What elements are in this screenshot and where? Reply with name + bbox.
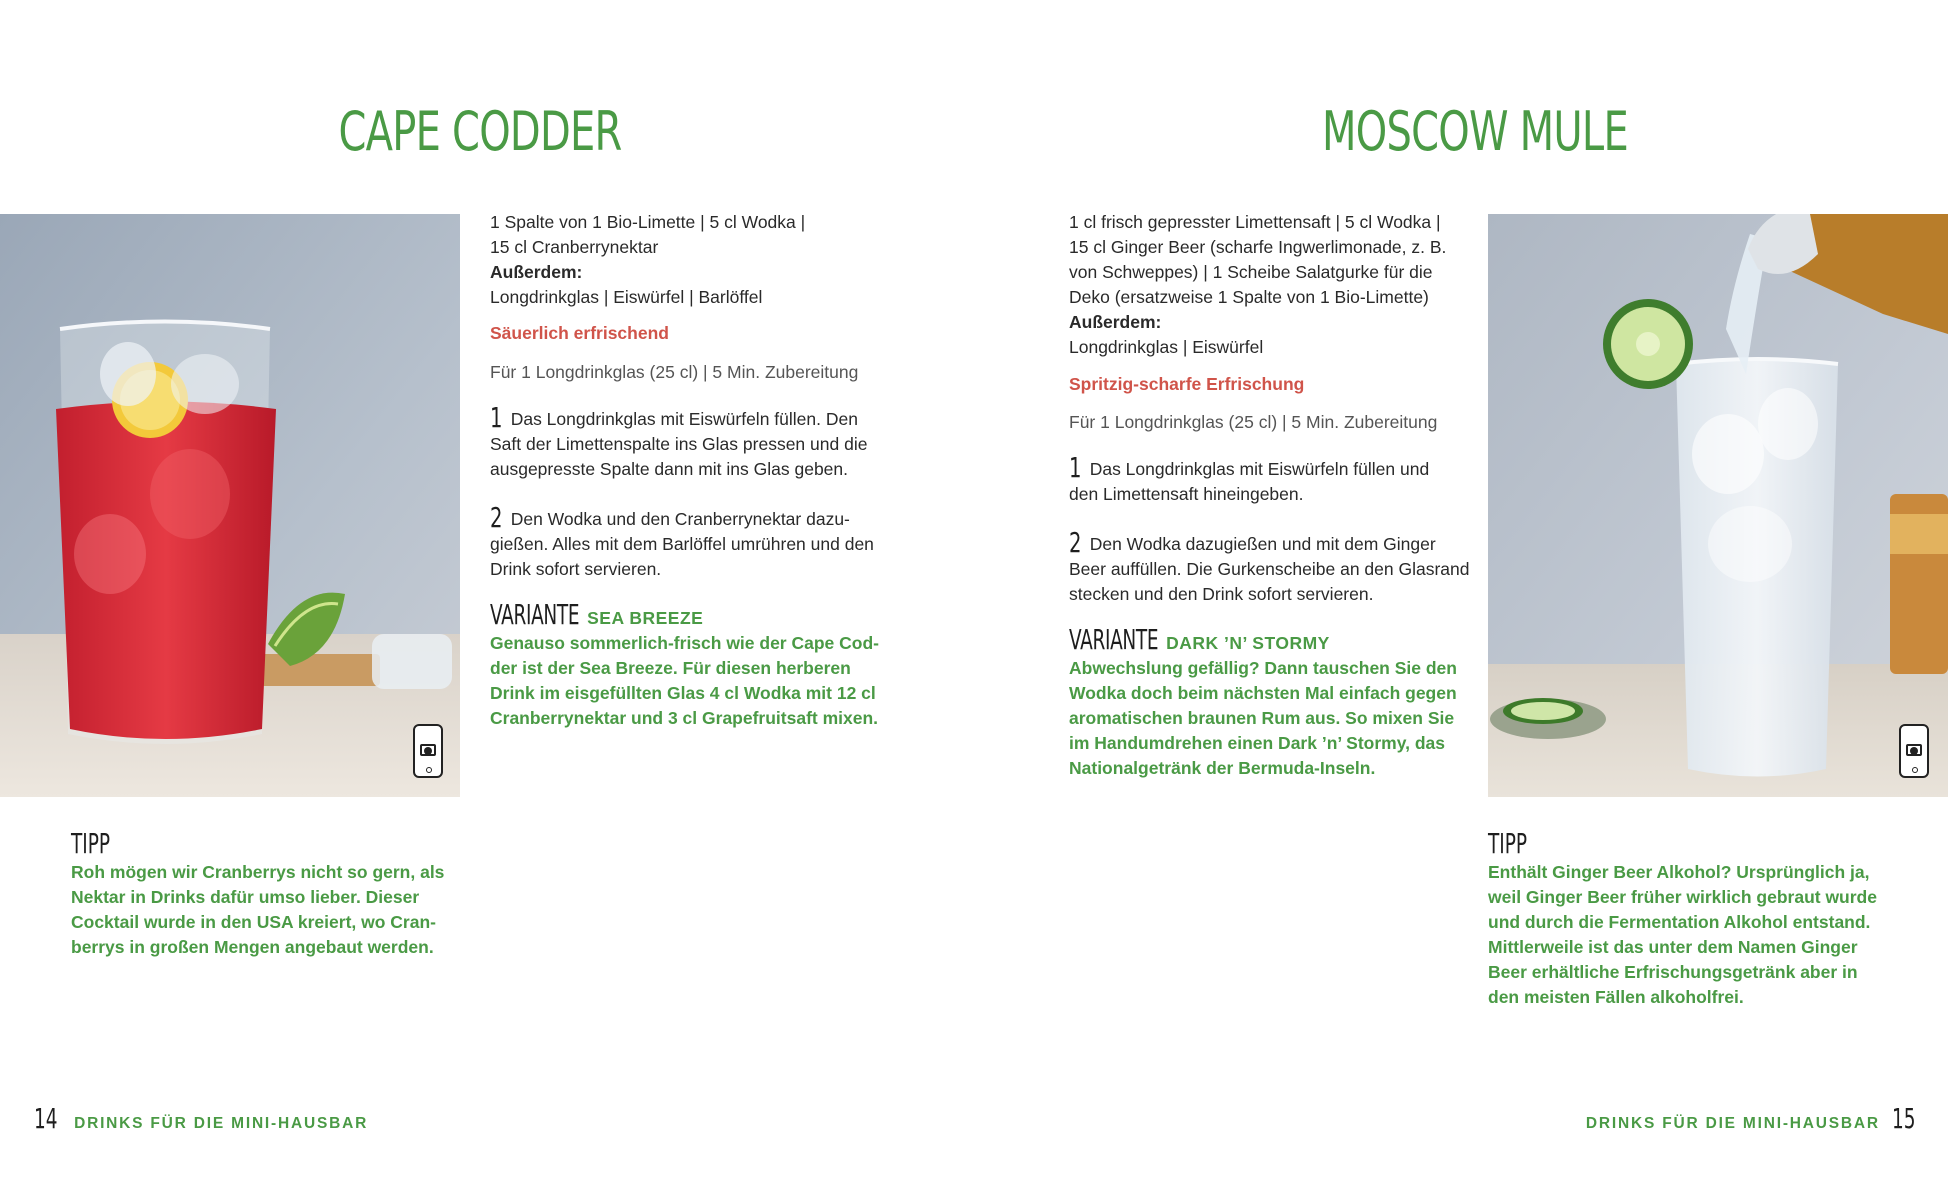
moscow-mule-illustration xyxy=(1488,214,1948,797)
step-line: Den Wodka dazugießen und mit dem Ginger xyxy=(1089,534,1436,554)
variante-name: SEA BREEZE xyxy=(587,608,704,628)
step-number: 1 xyxy=(490,401,503,434)
ausserdem-label: Außerdem: xyxy=(1069,312,1162,332)
ingredient-line: 1 Spalte von 1 Bio-Limette | 5 cl Wodka | xyxy=(490,212,806,232)
variante-label: VARIANTE xyxy=(1069,623,1159,656)
step-number: 2 xyxy=(490,501,503,534)
step-line: Saft der Limettenspalte ins Glas pressen und die xyxy=(490,434,868,454)
cape-codder-photo xyxy=(0,214,460,797)
step-line: Drink sofort servieren. xyxy=(490,559,662,579)
tipp-line: den meisten Fällen alkoholfrei. xyxy=(1488,987,1744,1007)
cape-codder-illustration xyxy=(0,214,460,797)
variante-line: der ist der Sea Breeze. Für diesen herberen xyxy=(490,658,851,678)
variante-line: Wodka doch beim nächsten Mal einfach gegen xyxy=(1069,683,1457,703)
ausserdem-label: Außerdem: xyxy=(490,262,583,282)
recipe-step-1 xyxy=(490,401,890,482)
step-line: ausgepresste Spalte dann mit ins Glas geben. xyxy=(490,459,848,479)
step-line: stecken und den Drink sofort servieren. xyxy=(1069,584,1374,604)
tipp-line: Cocktail wurde in den USA kreiert, wo Cran- xyxy=(71,912,436,932)
tipp-line: Enthält Ginger Beer Alkohol? Ursprünglich ja, xyxy=(1488,862,1870,882)
ausserdem-text: Longdrinkglas | Eiswürfel | Barlöffel xyxy=(490,287,763,307)
ingredient-line: 15 cl Ginger Beer (scharfe Ingwerlimonade, z. B. xyxy=(1069,237,1447,257)
camera-phone-icon[interactable] xyxy=(413,724,443,778)
variante-label: VARIANTE xyxy=(490,598,580,631)
variante-line: Genauso sommerlich-frisch wie der Cape Cod- xyxy=(490,633,879,653)
variante-line: Cranberrynektar und 3 cl Grapefruitsaft mixen. xyxy=(490,708,879,728)
tipp-line: und durch die Fermentation Alkohol entstand. xyxy=(1488,912,1871,932)
step-line: Beer auffüllen. Die Gurkenscheibe an den Glasrand xyxy=(1069,559,1470,579)
camera-phone-icon[interactable] xyxy=(1899,724,1929,778)
ingredient-line: 15 cl Cranberrynektar xyxy=(490,237,659,257)
moscow-mule-photo xyxy=(1488,214,1948,797)
tipp-line: Roh mögen wir Cranberrys nicht so gern, als xyxy=(71,862,445,882)
tipp-section xyxy=(1488,827,1918,1010)
recipe-meta: Für 1 Longdrinkglas (25 cl) | 5 Min. Zubereitung xyxy=(1069,412,1438,432)
step-line: Das Longdrinkglas mit Eiswürfeln füllen. Den xyxy=(510,409,858,429)
step-line: Den Wodka und den Cranberrynektar dazu- xyxy=(510,509,850,529)
variante-section xyxy=(490,598,910,731)
recipe-subtitle: Säuerlich erfrischend xyxy=(490,323,669,343)
left-title: CAPE CODDER xyxy=(338,100,622,163)
running-footer: DRINKS FÜR DIE MINI-HAUSBAR xyxy=(74,1115,369,1132)
tipp-label: TIPP xyxy=(1488,827,1528,860)
right-title: MOSCOW MULE xyxy=(1322,100,1628,163)
variante-line: Abwechslung gefällig? Dann tauschen Sie den xyxy=(1069,658,1457,678)
step-line: den Limettensaft hineingeben. xyxy=(1069,484,1304,504)
tipp-line: weil Ginger Beer früher wirklich gebraut wurde xyxy=(1488,887,1877,907)
tipp-label: TIPP xyxy=(71,827,111,860)
step-number: 2 xyxy=(1069,526,1082,559)
tipp-line: Nektar in Drinks dafür umso lieber. Dieser xyxy=(71,887,420,907)
page-number: 14 xyxy=(34,1102,58,1135)
ausserdem-text: Longdrinkglas | Eiswürfel xyxy=(1069,337,1264,357)
variante-line: Nationalgetränk der Bermuda-Inseln. xyxy=(1069,758,1376,778)
variante-line: Drink im eisgefüllten Glas 4 cl Wodka mit 12 cl xyxy=(490,683,876,703)
page-number: 15 xyxy=(1892,1102,1916,1135)
variante-name: DARK ’N’ STORMY xyxy=(1166,633,1330,653)
tipp-section xyxy=(71,827,471,960)
step-line: gießen. Alles mit dem Barlöffel umrühren und den xyxy=(490,534,874,554)
variante-section xyxy=(1069,623,1489,781)
step-number: 1 xyxy=(1069,451,1082,484)
tipp-line: Beer erhältliche Erfrischungsgetränk aber in xyxy=(1488,962,1858,982)
variante-line: im Handumdrehen einen Dark ’n’ Stormy, das xyxy=(1069,733,1446,753)
tipp-line: berrys in großen Mengen angebaut werden. xyxy=(71,937,434,957)
right-footer xyxy=(1586,1102,1918,1135)
running-footer: DRINKS FÜR DIE MINI-HAUSBAR xyxy=(1585,1115,1880,1132)
recipe-step-2 xyxy=(490,501,890,582)
ingredient-line: Deko (ersatzweise 1 Spalte von 1 Bio-Limette) xyxy=(1069,287,1429,307)
tipp-line: Mittlerweile ist das unter dem Namen Ginger xyxy=(1488,937,1858,957)
recipe-meta: Für 1 Longdrinkglas (25 cl) | 5 Min. Zubereitung xyxy=(490,362,859,382)
recipe-step-1 xyxy=(1069,451,1489,507)
ingredient-line: von Schweppes) | 1 Scheibe Salatgurke für die xyxy=(1069,262,1433,282)
recipe-subtitle: Spritzig-scharfe Erfrischung xyxy=(1069,374,1305,394)
recipe-step-2 xyxy=(1069,526,1489,607)
variante-line: aromatischen braunen Rum aus. So mixen Sie xyxy=(1069,708,1455,728)
ingredient-line: 1 cl frisch gepresster Limettensaft | 5 cl Wodka | xyxy=(1069,212,1441,232)
left-footer xyxy=(34,1102,368,1135)
step-line: Das Longdrinkglas mit Eiswürfeln füllen und xyxy=(1089,459,1430,479)
